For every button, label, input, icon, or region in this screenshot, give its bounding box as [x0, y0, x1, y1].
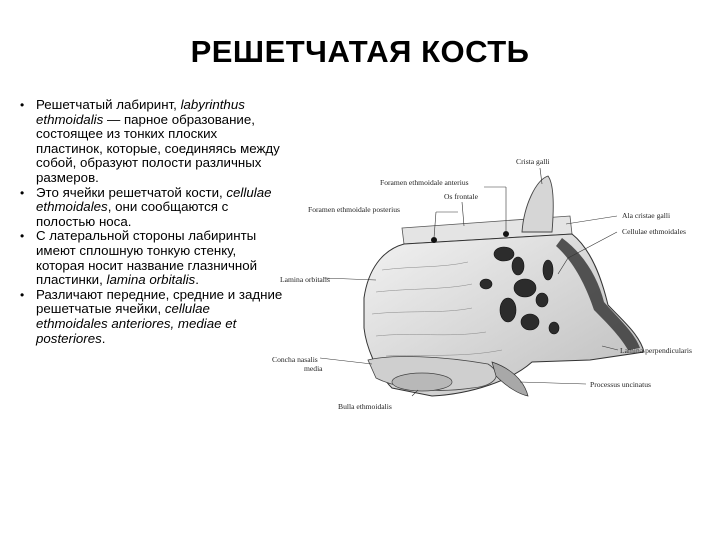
label-processus-uncinatus: Processus uncinatus [590, 380, 651, 389]
label-lamina-orbitalis: Lamina orbitalis [280, 275, 330, 284]
bullet-item [22, 186, 284, 230]
label-concha-media: media [304, 364, 323, 373]
bullet-item [22, 229, 284, 287]
bullet-list [22, 98, 284, 346]
label-lamina-perpendicularis: Lamina perpendicularis [620, 346, 692, 355]
slide-title: РЕШЕТЧАТАЯ КОСТЬ [190, 34, 530, 69]
bullet-text: Это ячейки решетчатой кости, [36, 184, 227, 200]
label-crista-galli: Crista galli [516, 157, 550, 166]
bullet-text: Различают передние, средние и задние решетчатые ячейки, [36, 286, 283, 317]
label-os-frontale: Os frontale [444, 192, 478, 201]
label-foramen-posterius: Foramen ethmoidale posterius [308, 205, 400, 214]
bullet-text: — парное образование, состоящее из тонких плоских пластинок, которые, соединяясь между собой, образуют полости различных размеров. [36, 111, 280, 185]
bullet-item [22, 288, 284, 346]
latin-term: cellulae ethmoidales [36, 184, 272, 215]
label-cellulae: Cellulae ethmoidales [622, 227, 686, 236]
bullet-text: С латеральной стороны лабиринты имеют сплошную тонкую стенку, которая носит название глазничной пластинки, [36, 228, 258, 288]
bullet-text: . [101, 330, 106, 346]
latin-term: lamina orbitalis [106, 272, 196, 288]
crista-galli-shape [522, 176, 553, 232]
bullet-text: . [195, 272, 199, 288]
bulla-ethmoidalis-shape [392, 373, 452, 391]
latin-term: cellulae ethmoidales anteriores, mediae et posteriores [36, 301, 237, 346]
bullet-text: , они сообщаются с полостью носа. [36, 199, 229, 229]
bullet-text: Решетчатый лабиринт, [36, 97, 181, 112]
label-ala-cristae-galli: Ala cristae galli [622, 211, 671, 220]
label-bulla: Bulla ethmoidalis [338, 402, 392, 411]
label-concha: Concha nasalis [272, 355, 318, 364]
ethmoid-bone-illustration [272, 150, 720, 425]
label-foramen-anterius: Foramen ethmoidale anterius [380, 178, 469, 187]
bullet-item [22, 98, 284, 186]
latin-term: labyrinthus ethmoidalis [36, 97, 245, 127]
